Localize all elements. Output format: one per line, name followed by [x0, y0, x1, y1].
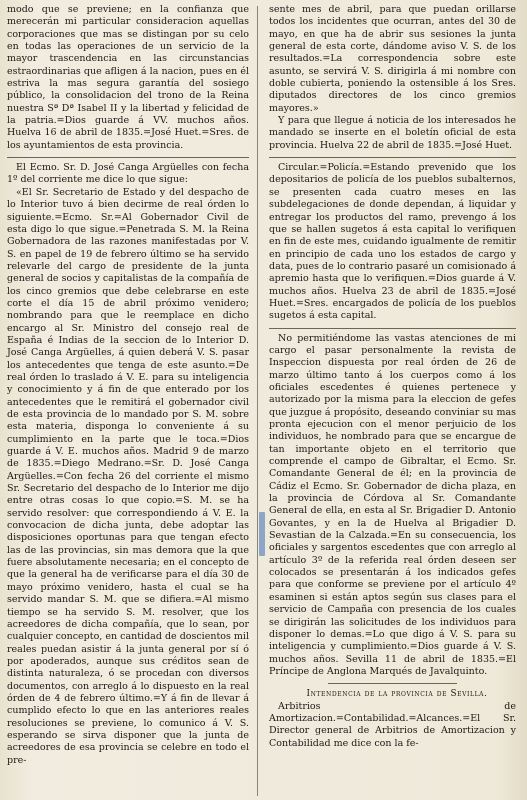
column-divider — [257, 6, 258, 796]
paragraph-boletin-notice: Y para que llegue á noticia de los interesados he mandado se inserte en el boletín oficial de esta provincia. Huelva 22 de abril de 1835.=José Huet. — [269, 115, 516, 151]
section-rule — [7, 157, 249, 158]
left-column — [7, 4, 249, 767]
paragraph-circular-policia: Circular.=Policía.=Estando prevenido que los depositarios de policía de los pueblos subalternos, se presenten cada cuatro meses en las subdelegaciones de donde dependan, á liquidar y entregar los productos del ramo, prevengo á los que se hallen sugetos á esta capital lo verifiquen en fin de este mes, cuidando igualmente de remitir en principio de cada uno los estados de cargo y data, pues de lo contrario pasaré un comisionado á apremio hasta que lo verifiquen.=Dios guarde á V. muchos años. Huelva 23 de abril de 1835.=José Huet.=Sres. encargados de policía de los pueblos sugetos á esta capital. — [269, 162, 516, 322]
section-heading: Intendencia de la provincia de Sevilla. — [306, 689, 488, 700]
section-rule — [328, 683, 456, 684]
right-column — [269, 4, 516, 750]
paragraph-revista-inspeccion: No permitiéndome las vastas atenciones de mi cargo el pasar personalmente la revista de Inspeccion dispuesta por real órden de 26 de marzo último tanto á los cuerpos como á los oficiales escedentes é quienes pertenece y autorizado por la misma para la eleccion de gefes que juzgue á propósito, deseando conviniar su mas pronta ejecucion con el menor perjuicio de los individuos, he nombrado para que se encargue de tan importante objeto en el territorio que comprende el campo de Gibraltar, el Ecmo. Sr. Comandante General de él; en la provincia de Cádiz el Ecmo. Sr. Gobernador de dicha plaza, en la provincia de Córdova al Sr. Comandante General de ella, en esta al Sr. Brigadier D. Antonio Govantes, y en la de Huelva al Brigadier D. Sevastian de la Calzada.=En su consecuencia, los oficiales y sargentos escedentes que con arreglo al artículo 3º de la referida real órden deseen ser colocados se presentarán á los indicados gefes para que conforme se previene por el artículo 4º esaminen si están aptos según sus clases para el servicio de Campaña con presencia de los cuales se dirigirán las solicitudes de los individuos para disponer lo demas.=Lo que digo á V. S. para su inteligencia y cumplimiento.=Dios guarde á V. S. muchos años. Sevilla 11 de abril de 1835.=El Príncipe de Anglona Marqués de Javalquinto. — [269, 332, 516, 677]
paragraph-real-orden: «El Sr. Secretario de Estado y del despacho de lo Interior tuvo á bien decirme de real órden lo siguiente.=Ecmo. Sr.=Al Gobernador Civil de esta digo lo que sigue.=Penetrada S. M. la Reina Gobernadora de las razones manifestadas por V. S. en papel de 19 de febrero último se ha servido relevarle del cargo de presidente de la junta general de socios y capitalistas de la compañía de los cinco gremios que debe celebrarse en este corte el día 15 de abril próximo venidero; nombrando para que le reemplace en dicho encargo al Sr. Ministro del consejo real de España é Indias de la seccion de lo Interior D. José Canga Argüelles, á quien deberá V. S. pasar los antecedentes que tenga de este asunto.=De real órden lo traslado á V. E. para su inteligencia y conocimiento y á fin de que enterado por los antecedentes que le remitirá el gobernador civil de esta provincia de lo mandado por S. M. sobre esta materia, disponga lo conveniente á su cumplimiento en la parte que le toca.=Dios guarde á V. E. muchos años. Madrid 9 de marzo de 1835.=Diego Medrano.=Sr. D. José Canga Argüelles.=Con fecha 26 del corriente el mismo Sr. Secretario del despacho de lo Interior me dijo entre otras cosas lo que copio.=S. M. se ha servido resolver: que correspondiendo á V. E. la convocacion de dicha junta, debe adoptar las disposiciones oportunas para que tengan efecto las de las provincias, sin mas demora que la que fuere absolutamente necesaria; en el concepto de que la general ha de verificarse para el día 30 de mayo próximo venidero, hasta el cual se ha servido mandar S. M. que se difiera.=Al mismo tiempo se ha servido S. M. resolver, que los acreedores de dicha compañía, que lo sean, por cualquier concepto, en cantidad de doscientos mil reales puedan asistir á la junta general por sí ó por apoderados, aunque sus créditos sean de distinta naturaleza, ó se procedan con diversos documentos, con arreglo á lo dispuesto en la real órden de 4 de febrero último.=Y á fin de llevar á cumplido efecto lo que en las anteriores reales resoluciones se previene, lo comunico á V. S. esperando se sirva disponer que la junta de acreedores de esa provincia se celebre en todo el pre- — [7, 186, 249, 766]
section-rule — [269, 157, 516, 158]
section-rule — [269, 328, 516, 329]
margin-mark — [259, 512, 265, 556]
paragraph-continuation: sente mes de abril, para que puedan orillarse todos los incidentes que ocurran, antes del 30 de mayo, en que ha de abrir sus sesiones la junta general de esta corte, dándome aviso V. S. de los resultados.=La correspondencia sobre este asunto, se servirá V. S. dirigirla á mi nombre con doble cubierta, poniendo la ostensible á los Sres. diputados directores de los cinco gremios mayores.» — [269, 4, 516, 114]
paragraph-arbitrios: Arbitrios de Amortizacion.=Contabilidad.=Alcances.=El Sr. Director general de Arbitrios de Amortizacion y Contabilidad me dice con la fe- — [269, 700, 516, 749]
paragraph-ayuntamientos-notice: modo que se previene; en la confianza que merecerán mi particular consideracion aquellas corporaciones que mas se distingan por su celo en todas las operaciones de un servicio de la mayor trascendencia en las circunstancias estraordinarias que afligen á la nacion, pues en él estriva la mas segura garantía del sosiego público, la consolidacion del trono de la Reina nuestra Sª Dª Isabel II y la libertad y felicidad de la patria.=Dios guarde á VV. muchos años. Huelva 16 de abril de 1835.=José Huet.=Sres. de los ayuntamientos de esta provincia. — [7, 4, 249, 151]
paragraph-canga-arguelles-intro: El Ecmo. Sr. D. José Canga Argüelles con fecha 1º del corriente me dice lo que sigue: — [7, 162, 249, 186]
